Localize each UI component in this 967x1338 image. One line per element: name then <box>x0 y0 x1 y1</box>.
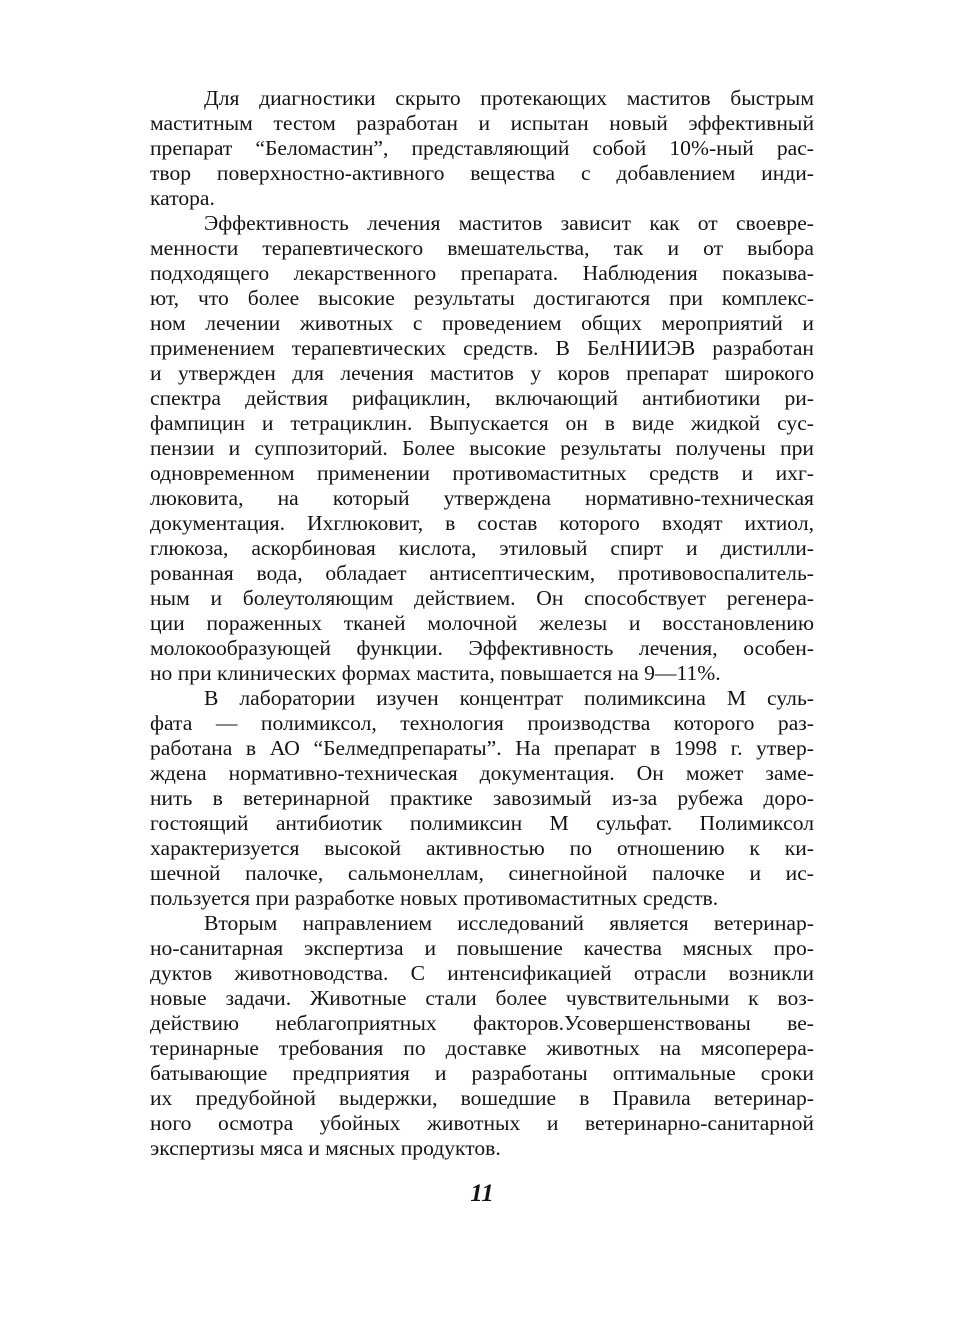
text-line: Эффективность лечения маститов зависит как от своевре- <box>204 211 814 235</box>
text-line: В лаборатории изучен концентрат полимиксина М суль- <box>204 686 814 710</box>
text-line: документация. Ихглюковит, в состав которого входят ихтиол, <box>150 511 814 535</box>
text-line: препарат “Беломастин”, представляющий собой 10%-ный рас- <box>150 136 814 160</box>
text-line: гостоящий антибиотик полимиксин М сульфат. Полимиксол <box>150 811 814 835</box>
text-line: ждена нормативно-техническая документация. Он может заме- <box>150 761 814 785</box>
text-line: нить в ветеринарной практике завозимый из-за рубежа доро- <box>150 786 814 810</box>
text-line: Вторым направлением исследований является ветеринар- <box>204 911 814 935</box>
text-line: рованная вода, обладает антисептическим, противовоспалитель- <box>150 561 814 585</box>
body-text <box>150 86 814 1161</box>
text-line: ным и болеутоляющим действием. Он способствует регенера- <box>150 586 814 610</box>
text-line: но-санитарная экспертиза и повышение качества мясных про- <box>150 936 814 960</box>
text-line: шечной палочке, сальмонеллам, синегнойной палочке и ис- <box>150 861 814 885</box>
text-line: менности терапевтического вмешательства, так и от выбора <box>150 236 814 260</box>
paragraph <box>150 211 814 686</box>
text-line: ном лечении животных с проведением общих мероприятий и <box>150 311 814 335</box>
text-line: новые задачи. Животные стали более чувствительными к воз- <box>150 986 814 1010</box>
text-line: их предубойной выдержки, вошедшие в Правила ветеринар- <box>150 1086 814 1110</box>
text-line: пензии и суппозиторий. Более высокие результаты получены при <box>150 436 814 460</box>
text-line: одновременном применении противомаститных средств и ихг- <box>150 461 814 485</box>
text-line: работана в АО “Белмедпрепараты”. На препарат в 1998 г. утвер- <box>150 736 814 760</box>
text-line: ют, что более высокие результаты достигаются при комплекс- <box>150 286 814 310</box>
text-line: ции пораженных тканей молочной железы и восстановлению <box>150 611 814 635</box>
text-line: действию неблагоприятных факторов.Усовершенствованы ве- <box>150 1011 814 1035</box>
text-line: молокообразующей функции. Эффективность лечения, особен- <box>150 636 814 660</box>
text-line: подходящего лекарственного препарата. Наблюдения показыва- <box>150 261 814 285</box>
text-line: спектра действия рифациклин, включающий антибиотики ри- <box>150 386 814 410</box>
text-line: ного осмотра убойных животных и ветеринарно-санитарной <box>150 1111 814 1135</box>
text-line: теринарные требования по доставке животных на мясоперера- <box>150 1036 814 1060</box>
text-line: но при клинических формах мастита, повышается на 9—11%. <box>150 661 721 685</box>
text-line: фата — полимиксол, технология производства которого раз- <box>150 711 814 735</box>
text-line: катора. <box>150 186 215 210</box>
text-line: люковита, на который утверждена нормативно-техническая <box>150 486 814 510</box>
text-line: характеризуется высокой активностью по отношению к ки- <box>150 836 814 860</box>
text-line: Для диагностики скрыто протекающих маститов быстрым <box>204 86 814 110</box>
text-line: и утвержден для лечения маститов у коров препарат широкого <box>150 361 814 385</box>
text-line: фампицин и тетрациклин. Выпускается он в виде жидкой сус- <box>150 411 814 435</box>
text-line: твор поверхностно-активного вещества с добавлением инди- <box>150 161 814 185</box>
text-line: дуктов животноводства. С интенсификацией отрасли возникли <box>150 961 814 985</box>
text-line: батывающие предприятия и разработаны оптимальные сроки <box>150 1061 814 1085</box>
paragraph <box>150 86 814 211</box>
text-line: пользуется при разработке новых противомаститных средств. <box>150 886 719 910</box>
paragraph <box>150 911 814 1161</box>
text-line: экспертизы мяса и мясных продуктов. <box>150 1136 501 1160</box>
text-line: маститным тестом разработан и испытан новый эффективный <box>150 111 814 135</box>
text-line: применением терапевтических средств. В БелНИИЭВ разработан <box>150 336 814 360</box>
page-number: 11 <box>470 1180 494 1207</box>
text-line: глюкоза, аскорбиновая кислота, этиловый спирт и дистилли- <box>150 536 814 560</box>
paragraph <box>150 686 814 911</box>
